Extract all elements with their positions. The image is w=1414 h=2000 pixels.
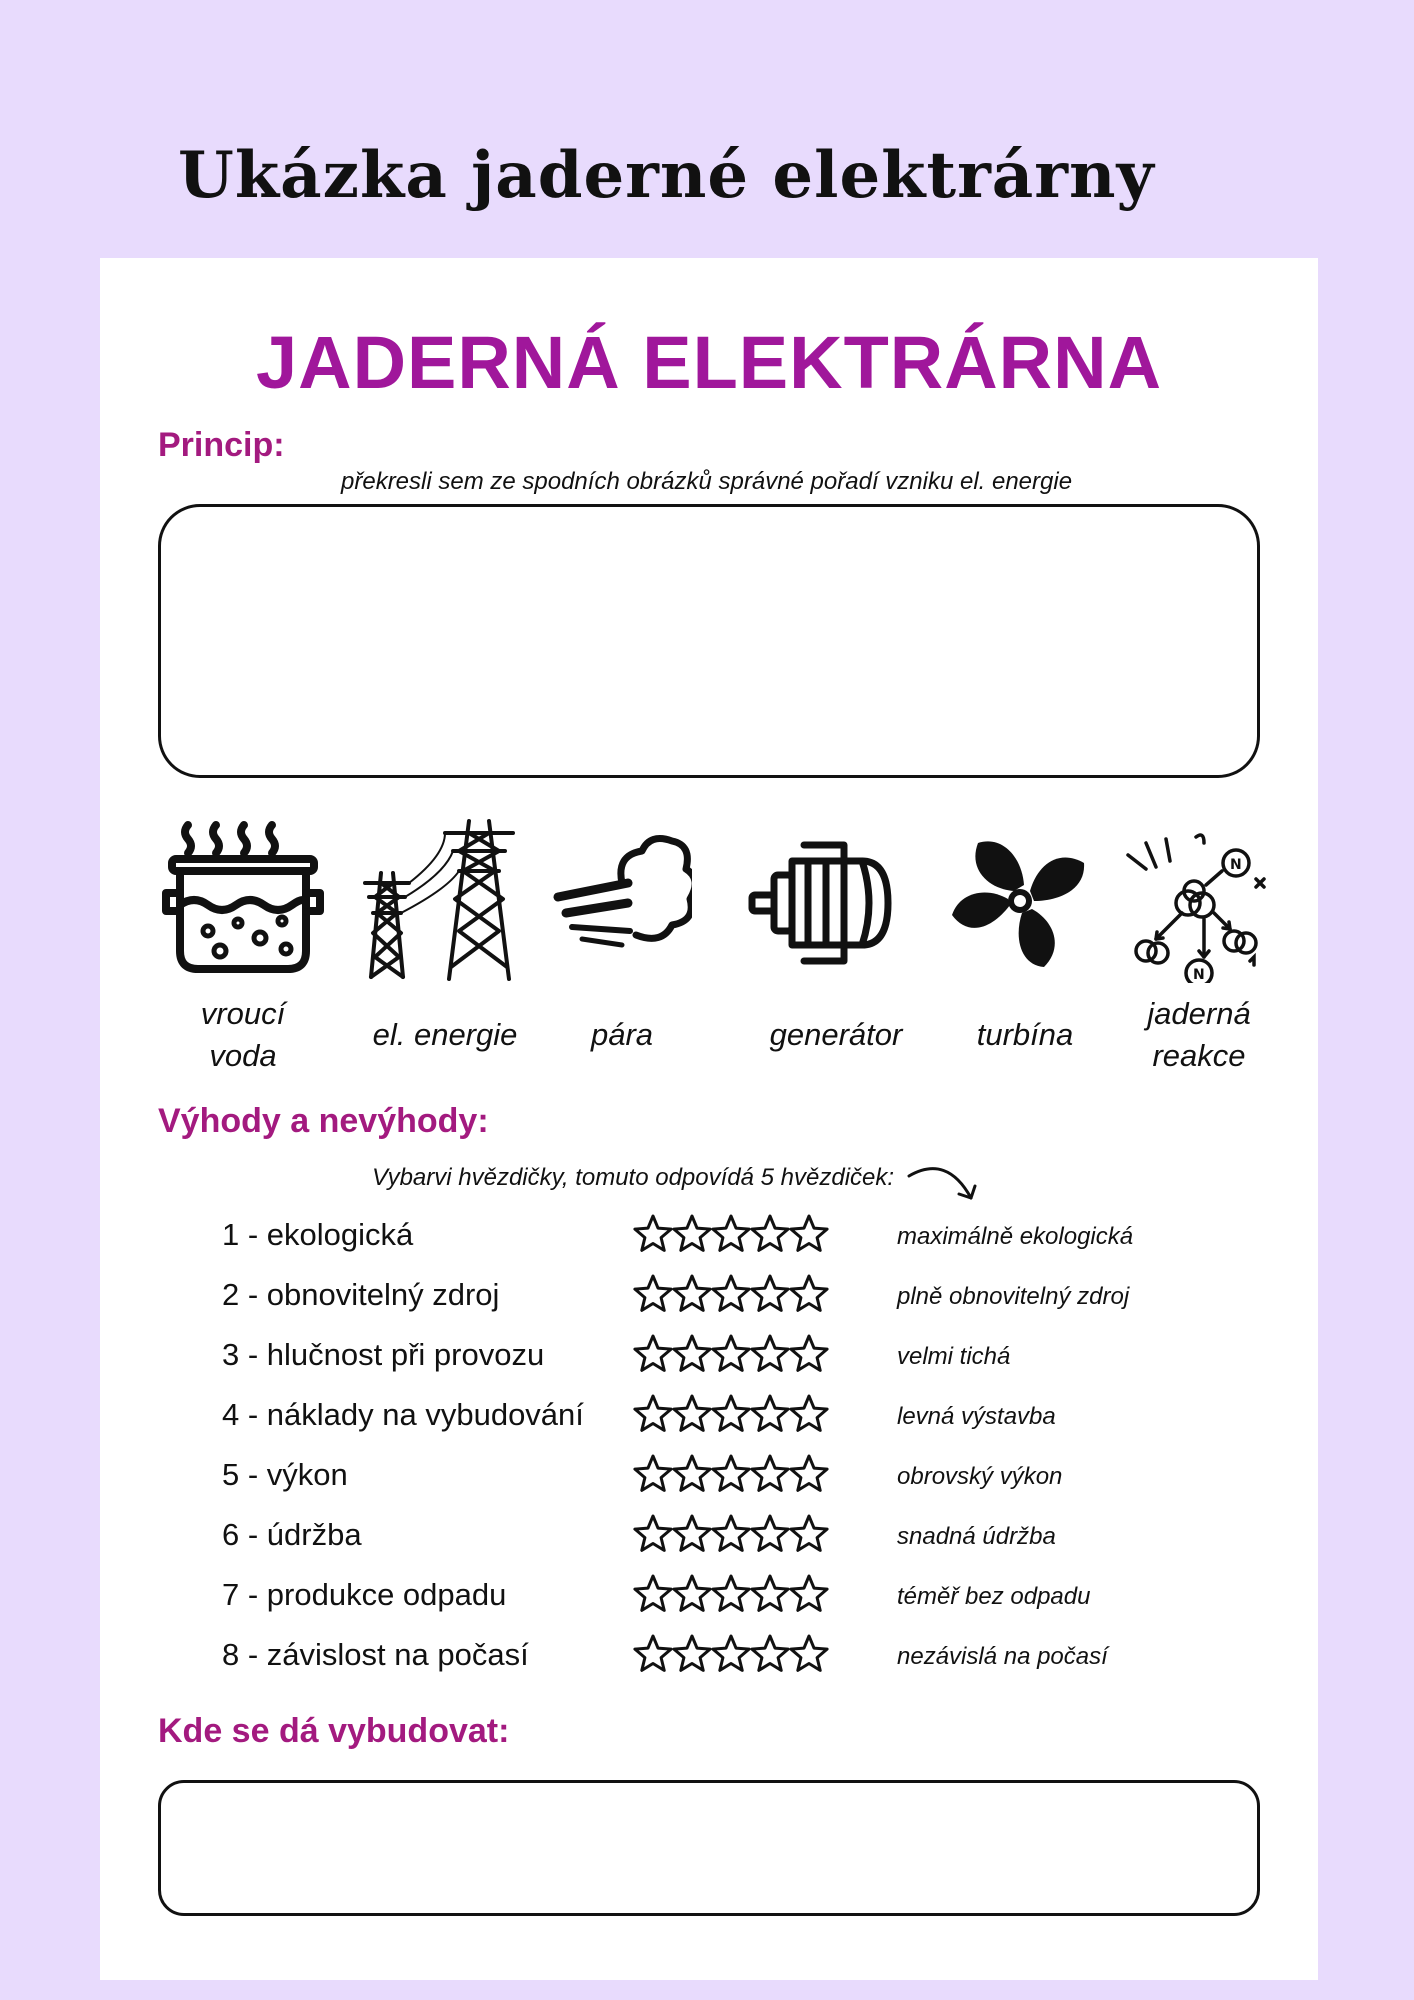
star-icon[interactable] [674,1216,710,1250]
star-rating[interactable] [633,1633,833,1675]
star-rating[interactable] [633,1453,833,1495]
star-icon[interactable] [635,1516,671,1550]
pros-cons-heading: Výhody a nevýhody: [158,1102,489,1140]
star-icon[interactable] [635,1216,671,1250]
five-star-description: téměř bez odpadu [897,1583,1091,1610]
star-icon[interactable] [752,1636,788,1670]
star-icon[interactable] [791,1636,827,1670]
star-icon[interactable] [635,1276,671,1310]
rating-row [100,1393,1318,1443]
star-rating[interactable] [633,1333,833,1375]
star-icon[interactable] [635,1456,671,1490]
star-icon[interactable] [635,1576,671,1610]
star-icon[interactable] [674,1276,710,1310]
star-icon[interactable] [713,1396,749,1430]
star-icon[interactable] [752,1336,788,1370]
rating-row [100,1333,1318,1383]
star-icon[interactable] [713,1576,749,1610]
five-star-description: velmi tichá [897,1343,1011,1370]
star-icon[interactable] [752,1276,788,1310]
principle-drawing-box[interactable] [158,504,1260,778]
criterion-label: 6 - údržba [222,1517,362,1552]
nuclear-reaction-icon [1124,813,1274,983]
five-star-description: nezávislá na počasí [897,1643,1108,1670]
location-answer-box[interactable] [158,1780,1260,1916]
star-icon[interactable] [635,1336,671,1370]
star-icon[interactable] [674,1396,710,1430]
rating-row [100,1453,1318,1503]
star-icon[interactable] [791,1456,827,1490]
power-lines-icon [355,813,525,983]
icon-label-steam: pára [590,1017,654,1052]
star-rating[interactable] [633,1213,833,1255]
criterion-label: 5 - výkon [222,1457,348,1492]
criterion-label: 2 - obnovitelný zdroj [222,1277,500,1312]
star-icon[interactable] [752,1396,788,1430]
star-icon[interactable] [791,1216,827,1250]
star-rating[interactable] [633,1273,833,1315]
rating-row [100,1633,1318,1683]
location-heading: Kde se dá vybudovat: [158,1712,510,1750]
principle-heading: Princip: [158,426,285,464]
star-icon[interactable] [791,1276,827,1310]
star-icon[interactable] [713,1456,749,1490]
turbine-icon [948,813,1093,983]
star-icon[interactable] [674,1636,710,1670]
worksheet-title: JADERNÁ ELEKTRÁRNA [255,321,1163,404]
star-icon[interactable] [752,1216,788,1250]
five-star-description: maximálně ekologická [897,1223,1134,1250]
star-icon[interactable] [674,1456,710,1490]
star-icon[interactable] [752,1516,788,1550]
star-icon[interactable] [791,1516,827,1550]
rating-row [100,1573,1318,1623]
five-star-description: levná výstavba [897,1403,1056,1430]
rating-row [100,1273,1318,1323]
star-icon[interactable] [674,1576,710,1610]
star-icon[interactable] [713,1516,749,1550]
star-icon[interactable] [791,1336,827,1370]
star-icon[interactable] [674,1516,710,1550]
criterion-label: 8 - závislost na počasí [222,1637,529,1672]
criterion-label: 4 - náklady na vybudování [222,1397,584,1432]
criterion-label: 7 - produkce odpadu [222,1577,507,1612]
steam-icon [552,813,692,983]
principle-instruction: překresli sem ze spodních obrázků správné pořadí vzniku el. energie [341,468,1073,495]
generator-icon [746,813,896,983]
star-rating[interactable] [633,1393,833,1435]
criterion-label: 3 - hlučnost při provozu [222,1337,545,1372]
icon-label-boiling-water: vroucí voda [200,996,286,1073]
worksheet [100,258,1318,1980]
star-icon[interactable] [713,1336,749,1370]
star-rating[interactable] [633,1513,833,1555]
five-star-description: plně obnovitelný zdroj [897,1283,1130,1310]
star-icon[interactable] [791,1576,827,1610]
icon-label-electricity: el. energie [372,1017,518,1052]
icon-label-generator: generátor [769,1017,903,1052]
star-rating[interactable] [633,1573,833,1615]
criterion-label: 1 - ekologická [222,1217,414,1252]
svg-text:N: N [1230,857,1242,873]
five-star-description: obrovský výkon [897,1463,1063,1490]
svg-text:N: N [1193,967,1205,983]
star-icon[interactable] [713,1216,749,1250]
star-icon[interactable] [635,1636,671,1670]
curved-arrow-icon [905,1158,995,1206]
boiling-pot-icon [158,813,328,983]
rating-row [100,1513,1318,1563]
page-header-title: Ukázka jaderné elektrárny [178,138,1155,213]
star-icon[interactable] [635,1396,671,1430]
five-star-description: snadná údržba [897,1523,1056,1550]
icon-label-nuclear-reaction: jaderná reakce [1147,996,1251,1073]
icon-label-turbine: turbína [976,1017,1074,1052]
rating-row [100,1213,1318,1263]
star-icon[interactable] [791,1396,827,1430]
star-icon[interactable] [713,1636,749,1670]
pros-cons-instruction: Vybarvi hvězdičky, tomuto odpovídá 5 hvězdiček: [372,1164,895,1191]
star-icon[interactable] [713,1276,749,1310]
star-icon[interactable] [752,1576,788,1610]
star-icon[interactable] [752,1456,788,1490]
star-icon[interactable] [674,1336,710,1370]
